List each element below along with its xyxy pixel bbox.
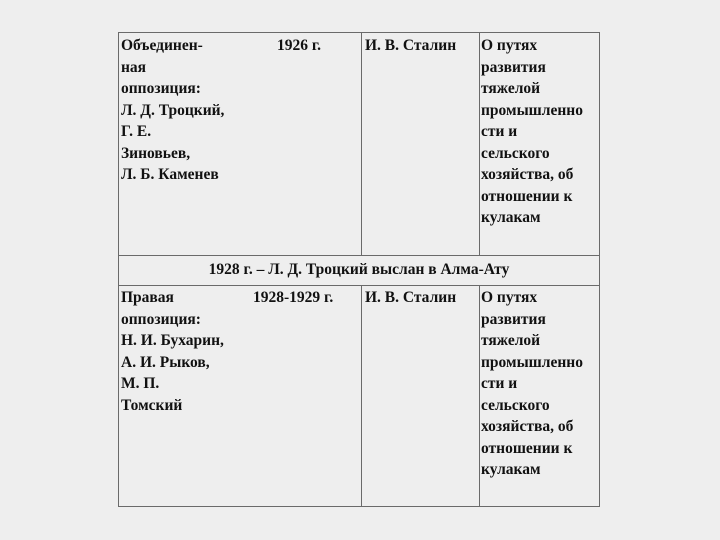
row2-opposition-cell: Правая оппозиция: Н. И. Бухарин, А. И. Рыков, М. П. Томский <box>121 289 224 414</box>
row-divider-bottom <box>119 285 599 286</box>
row1-year-cell: 1926 г. <box>277 37 322 54</box>
row1-topic-cell: О путях развития тяжелой промышленно сти и сельского хозяйства, об отношении к кулакам <box>481 37 583 226</box>
opposition-table <box>118 32 600 507</box>
merged-note: 1928 г. – Л. Д. Троцкий выслан в Алма-Ату <box>208 261 510 278</box>
col-divider-r2-b <box>479 285 480 507</box>
row2-leader-cell: И. В. Сталин <box>365 289 457 306</box>
row2-topic-cell: О путях развития тяжелой промышленно сти и сельского хозяйства, об отношении к кулакам <box>481 289 583 478</box>
row1-leader-cell: И. В. Сталин <box>365 37 457 54</box>
col-divider-r1-a <box>361 33 362 255</box>
row2-year-cell: 1928-1929 г. <box>253 289 334 306</box>
col-divider-r2-a <box>361 285 362 507</box>
col-divider-r1-b <box>479 33 480 255</box>
row1-opposition-cell: Объединен- ная оппозиция: Л. Д. Троцкий, Г. Е. Зиновьев, Л. Б. Каменев <box>121 37 225 183</box>
